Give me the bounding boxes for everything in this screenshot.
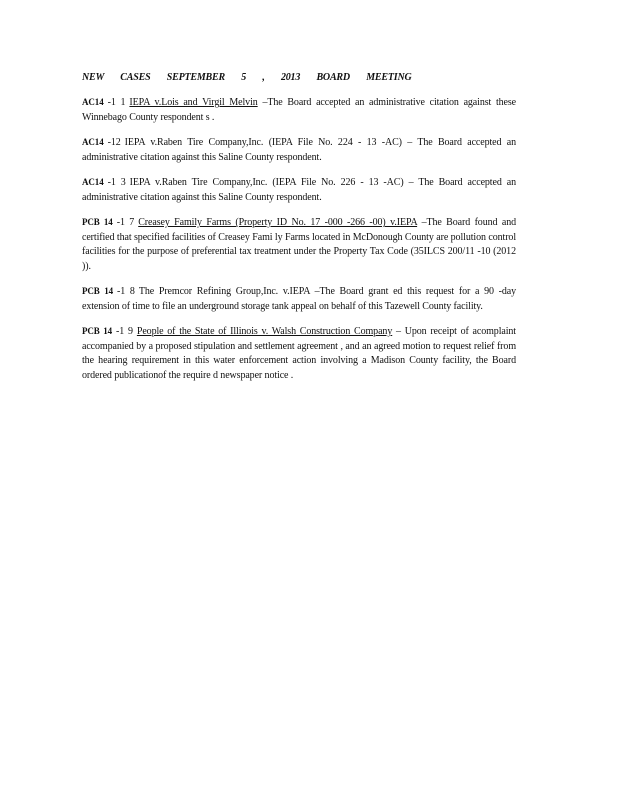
case-caption: IEPA v.Lois and Virgil Melvin xyxy=(129,97,258,108)
case-number: -1 3 xyxy=(107,177,126,188)
case-docket: AC14 xyxy=(82,97,104,107)
case-number: -1 8 xyxy=(117,286,135,297)
case-list xyxy=(82,95,516,383)
case-summary: (IEPA File No. 224 - 13 -AC) – The Board accepted an administrative citation against this Saline County respondent. xyxy=(82,137,517,163)
case-summary: –The Board accepted an administrative citation against these Winnebago County respondent s . xyxy=(82,97,517,123)
page-title: NEW CASES SEPTEMBER 5 , 2013 BOARD MEETING xyxy=(82,72,412,83)
case-number: -12 xyxy=(107,137,121,148)
case-docket: PCB 14 xyxy=(82,286,114,296)
case-entry xyxy=(82,175,516,205)
case-docket: PCB 14 xyxy=(82,217,113,227)
case-caption: The Premcor Refining Group,Inc. v.IEPA xyxy=(138,286,310,297)
case-docket: AC14 xyxy=(82,177,104,187)
case-docket: PCB 14 xyxy=(82,326,113,336)
case-number: -1 1 xyxy=(107,97,126,108)
case-summary: –The Board grant ed this request for a 90 -day extension of time to file an underground storage tank appeal on behalf of this Tazewell County facility. xyxy=(82,286,517,312)
case-entry xyxy=(82,215,516,274)
case-number: -1 9 xyxy=(116,326,133,337)
case-caption: Creasey Family Farms (Property ID No. 17 -000 -266 -00) v.IEPA xyxy=(138,217,418,228)
case-summary: (IEPA File No. 226 - 13 -AC) – The Board accepted an administrative citation against this Saline County respondent. xyxy=(82,177,516,203)
case-docket: AC14 xyxy=(82,137,104,147)
document-page xyxy=(82,72,516,393)
case-number: -1 7 xyxy=(116,217,135,228)
case-caption: People of the State of Illinois v. Walsh Construction Company xyxy=(136,326,393,337)
case-entry xyxy=(82,324,516,383)
case-summary: –The Board found and certified that specified facilities of Creasey Fami ly Farms located in McDonough County are pollution control facilities for the purpose of preferential tax treatment under the Property Tax Code (35ILCS 200/11 -10 (2012 )). xyxy=(82,217,517,272)
case-summary: – Upon receipt of acomplaint accompanied by a proposed stipulation and settlement agreement , and an agreed motion to request relief from the hearing requirement in this water enforcement action involving a Madison County facility, the Board ordered publicationof the require d newspaper notice . xyxy=(82,326,516,381)
case-entry xyxy=(82,95,516,125)
case-caption: IEPA v.Raben Tire Company,Inc. xyxy=(129,177,268,188)
case-entry xyxy=(82,135,516,165)
case-caption: IEPA v.Raben Tire Company,Inc. xyxy=(124,137,264,148)
case-entry xyxy=(82,284,516,314)
